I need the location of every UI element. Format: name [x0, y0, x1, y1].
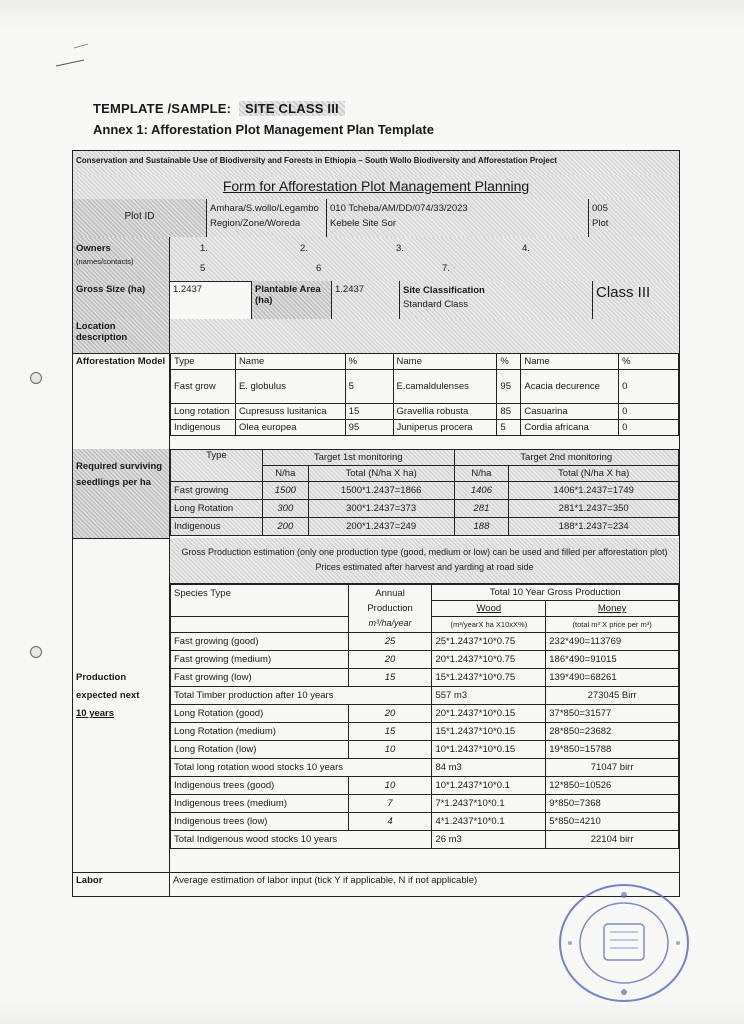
production-cell-species: Indigenous trees (medium) — [171, 795, 349, 813]
seedling-cell-type[interactable]: Fast growing — [171, 482, 263, 500]
total-production-header: Total 10 Year Gross Production — [432, 585, 679, 601]
seedling-row-3 — [171, 518, 679, 536]
model-header-name-3: Name — [521, 354, 619, 370]
model-cell-name-2[interactable]: Juniperus procera — [393, 420, 497, 436]
gross-size-value[interactable]: 1.2437 — [170, 281, 252, 319]
production-total-wood[interactable]: 84 m3 — [432, 759, 546, 777]
model-header-name-2: Name — [393, 354, 497, 370]
production-cell-money[interactable]: 186*490=91015 — [546, 651, 679, 669]
annual-production-header — [348, 585, 432, 633]
production-row — [171, 633, 679, 651]
model-header-row — [171, 354, 679, 370]
model-header-pct-1: % — [345, 354, 393, 370]
model-cell-type[interactable]: Long rotation — [171, 404, 236, 420]
production-row — [171, 813, 679, 831]
model-cell-pct-1[interactable]: 15 — [345, 404, 393, 420]
production-cell-wood[interactable]: 7*1.2437*10*0.1 — [432, 795, 546, 813]
production-cell-wood[interactable]: 4*1.2437*10*0.1 — [432, 813, 546, 831]
production-cell-species: Fast growing (medium) — [171, 651, 349, 669]
production-cell-wood[interactable]: 25*1.2437*10*0.75 — [432, 633, 546, 651]
production-label-line1: Production — [76, 672, 127, 683]
class-value[interactable]: Class III — [593, 281, 679, 319]
production-row — [171, 741, 679, 759]
model-label: Afforestation Model — [73, 353, 170, 449]
plantable-area-label: Plantable Area (ha) — [252, 281, 332, 319]
plantable-area-value[interactable]: 1.2437 — [332, 281, 400, 319]
model-cell-pct-2[interactable]: 95 — [497, 370, 521, 404]
production-total-money[interactable]: 22104 birr — [546, 831, 679, 849]
plot-id-row — [73, 199, 679, 238]
production-total-wood[interactable]: 557 m3 — [432, 687, 546, 705]
seedling-row-1 — [171, 482, 679, 500]
seedling-row-2 — [171, 500, 679, 518]
model-cell-name-3[interactable]: Acacia decurence — [521, 370, 619, 404]
model-row-1 — [171, 370, 679, 404]
production-cell-wood[interactable]: 15*1.2437*10*0.75 — [432, 669, 546, 687]
model-header-pct-2: % — [497, 354, 521, 370]
site-class-tag: SITE CLASS III — [239, 101, 345, 116]
model-cell-name-3[interactable]: Cordia africana — [521, 420, 619, 436]
model-cell-type[interactable]: Fast grow — [171, 370, 236, 404]
production-cell-annual[interactable]: 10 — [348, 777, 432, 795]
production-total-money[interactable]: 273045 Birr — [546, 687, 679, 705]
production-table — [170, 584, 679, 849]
production-cell-money[interactable]: 232*490=113769 — [546, 633, 679, 651]
region-cell[interactable] — [207, 199, 327, 237]
owner-slot-2: 2. — [300, 243, 308, 254]
seedling-cell-target2-total[interactable]: 1406*1.2437=1749 — [509, 482, 679, 500]
official-seal-stamp — [556, 880, 692, 1006]
seedling-cell-target1-total[interactable]: 1500*1.2437=1866 — [308, 482, 454, 500]
production-cell-annual[interactable]: 25 — [348, 633, 432, 651]
production-total-row — [171, 687, 679, 705]
production-cell-species: Long Rotation (good) — [171, 705, 349, 723]
production-cell-money[interactable]: 5*850=4210 — [546, 813, 679, 831]
production-header-row — [171, 585, 679, 601]
gross-size-label: Gross Size (ha) — [73, 281, 170, 319]
production-cell-wood[interactable]: 20*1.2437*10*0.15 — [432, 705, 546, 723]
form-title — [73, 175, 679, 199]
production-total-label: Total long rotation wood stocks 10 years — [171, 759, 432, 777]
model-table — [170, 353, 679, 436]
model-cell-name-1[interactable]: E. globulus — [235, 370, 345, 404]
target1-nha-header: N/ha — [262, 466, 308, 482]
production-cell-species: Long Rotation (medium) — [171, 723, 349, 741]
production-cell-annual[interactable]: 15 — [348, 669, 432, 687]
production-cell-species: Indigenous trees (low) — [171, 813, 349, 831]
production-label-line2: expected next — [76, 690, 140, 701]
annex-title: Annex 1: Afforestation Plot Management Plan Template — [93, 122, 434, 137]
production-note: Gross Production estimation (only one production type (good, medium or low) can be used and filled per afforestation plot) Prices estimated after harvest and yarding at road side — [170, 538, 679, 584]
money-header: Money — [546, 601, 679, 617]
model-row-3 — [171, 420, 679, 436]
labor-note[interactable]: Average estimation of labor input (tick Y if applicable, N if not applicable) — [173, 875, 478, 886]
production-cell-money[interactable]: 19*850=15788 — [546, 741, 679, 759]
model-cell-pct-3[interactable]: 0 — [619, 404, 679, 420]
production-cell-wood[interactable]: 15*1.2437*10*0.15 — [432, 723, 546, 741]
model-cell-pct-1[interactable]: 5 — [345, 370, 393, 404]
seedling-cell-target2-total[interactable]: 188*1.2437=234 — [509, 518, 679, 536]
model-header-name-1: Name — [235, 354, 345, 370]
target2-nha-header: N/ha — [454, 466, 509, 482]
production-cell-species: Fast growing (good) — [171, 633, 349, 651]
seedling-cell-target2-nha[interactable]: 281 — [454, 500, 509, 518]
production-cell-wood[interactable]: 20*1.2437*10*0.75 — [432, 651, 546, 669]
owner-slot-1: 1. — [200, 243, 208, 254]
production-row — [171, 723, 679, 741]
production-total-row — [171, 831, 679, 849]
production-cell-annual[interactable]: 20 — [348, 651, 432, 669]
plot-management-form — [72, 150, 680, 897]
pen-scribble-mark — [54, 42, 94, 72]
seedling-cell-target1-nha[interactable]: 300 — [262, 500, 308, 518]
plot-number: 005 — [592, 203, 608, 214]
model-cell-type[interactable]: Indigenous — [171, 420, 236, 436]
model-cell-pct-1[interactable]: 95 — [345, 420, 393, 436]
model-row-2 — [171, 404, 679, 420]
production-cell-money[interactable]: 28*850=23682 — [546, 723, 679, 741]
production-total-label: Total Indigenous wood stocks 10 years — [171, 831, 432, 849]
punch-hole-bottom — [30, 646, 42, 658]
form-title-row — [73, 175, 679, 200]
model-cell-pct-3[interactable]: 0 — [619, 420, 679, 436]
owners-label-cell — [73, 237, 170, 281]
production-row — [171, 651, 679, 669]
production-cell-wood[interactable]: 10*1.2437*10*0.15 — [432, 741, 546, 759]
production-cell-annual[interactable]: 4 — [348, 813, 432, 831]
production-total-wood[interactable]: 26 m3 — [432, 831, 546, 849]
labor-label: Labor — [73, 872, 170, 896]
location-value[interactable] — [170, 319, 679, 353]
owners-sublabel: (names/contacts) — [76, 257, 134, 266]
production-cell-annual[interactable]: 20 — [348, 705, 432, 723]
production-cell-wood[interactable]: 10*1.2437*10*0.1 — [432, 777, 546, 795]
project-banner: Conservation and Sustainable Use of Biodiversity and Forests in Ethiopia – South Wollo Biodiversity and Afforestation Project — [73, 151, 679, 175]
annual-production-label: Annual Production — [367, 588, 413, 614]
site-classification-label: Site Classification — [403, 285, 485, 296]
region-value: Amhara/S.wollo/Legambo — [210, 203, 319, 214]
seedling-cell-target1-total[interactable]: 300*1.2437=373 — [308, 500, 454, 518]
region-label: Region/Zone/Woreda — [210, 218, 301, 229]
owner-slot-7: 7. — [442, 263, 450, 274]
size-row — [73, 281, 679, 320]
production-total-money[interactable]: 71047 birr — [546, 759, 679, 777]
production-total-row — [171, 759, 679, 777]
production-cell-money[interactable]: 9*850=7368 — [546, 795, 679, 813]
wood-unit: (m³/yearX ha X10xX%) — [432, 617, 546, 633]
seedling-type-header: Type — [171, 450, 263, 482]
model-cell-name-1[interactable]: Cupresuss lusitanica — [235, 404, 345, 420]
annual-production-unit: m³/ha/year — [368, 618, 412, 628]
owner-slot-5: 5 — [200, 263, 206, 274]
standard-class-label: Standard Class — [403, 299, 468, 310]
production-row — [171, 795, 679, 813]
seedling-cell-target1-total[interactable]: 200*1.2437=249 — [308, 518, 454, 536]
target1-header: Target 1st monitoring — [262, 450, 454, 466]
production-cell-species: Long Rotation (low) — [171, 741, 349, 759]
seedling-cell-target2-nha[interactable]: 188 — [454, 518, 509, 536]
model-cell-pct-3[interactable]: 0 — [619, 370, 679, 404]
owner-slot-6: 6 — [316, 263, 322, 274]
plot-number-cell[interactable] — [589, 199, 679, 237]
project-banner-row — [73, 151, 679, 176]
model-header-pct-3: % — [619, 354, 679, 370]
production-row — [171, 705, 679, 723]
production-cell-annual[interactable]: 10 — [348, 741, 432, 759]
production-cell-money[interactable]: 139*490=68261 — [546, 669, 679, 687]
production-cell-money[interactable]: 37*850=31577 — [546, 705, 679, 723]
model-cell-name-3[interactable]: Casuarina — [521, 404, 619, 420]
form-title-text: Form for Afforestation Plot Management Planning — [222, 178, 530, 194]
site-classification-cell — [400, 281, 593, 319]
production-cell-species: Indigenous trees (good) — [171, 777, 349, 795]
seedling-cell-type[interactable]: Long Rotation — [171, 500, 263, 518]
production-label — [73, 538, 170, 872]
seedling-header-row — [171, 450, 679, 466]
seedlings-label: Required surviving seedlings per ha — [73, 449, 170, 538]
owners-row — [73, 237, 679, 282]
model-header-type: Type — [171, 354, 236, 370]
location-label: Location description — [73, 319, 170, 353]
production-label-line3: 10 years — [76, 708, 115, 719]
production-total-label: Total Timber production after 10 years — [171, 687, 432, 705]
model-cell-name-1[interactable]: Olea europea — [235, 420, 345, 436]
owner-slot-3: 3. — [396, 243, 404, 254]
model-cell-pct-2[interactable]: 85 — [497, 404, 521, 420]
production-cell-annual[interactable]: 7 — [348, 795, 432, 813]
production-cell-money[interactable]: 12*850=10526 — [546, 777, 679, 795]
money-unit: (total m³ X price per m³) — [546, 617, 679, 633]
seedling-cell-target1-nha[interactable]: 1500 — [262, 482, 308, 500]
target2-header: Target 2nd monitoring — [454, 450, 679, 466]
owners-label: Owners — [76, 243, 111, 254]
model-cell-pct-2[interactable]: 5 — [497, 420, 521, 436]
kebele-value: 010 Tcheba/AM/DD/074/33/2023 — [330, 203, 468, 214]
seedling-table — [170, 449, 679, 536]
model-cell-name-2[interactable]: E.camaldulenses — [393, 370, 497, 404]
seedling-cell-target2-total[interactable]: 281*1.2437=350 — [509, 500, 679, 518]
seedling-cell-target2-nha[interactable]: 1406 — [454, 482, 509, 500]
owner-slot-4: 4. — [522, 243, 530, 254]
template-title — [93, 101, 345, 116]
punch-hole-top — [30, 372, 42, 384]
location-row — [73, 319, 679, 354]
model-cell-name-2[interactable]: Gravellia robusta — [393, 404, 497, 420]
species-blank — [171, 617, 349, 633]
template-title-prefix: TEMPLATE /SAMPLE: — [93, 101, 232, 116]
owners-entries[interactable] — [170, 237, 679, 281]
plot-number-label: Plot — [592, 218, 609, 229]
target1-total-header: Total (N/ha X ha) — [308, 466, 454, 482]
wood-header: Wood — [432, 601, 546, 617]
production-row — [171, 777, 679, 795]
seedling-cell-type[interactable]: Indigenous — [171, 518, 263, 536]
kebele-label: Kebele Site Sor — [330, 218, 397, 229]
kebele-cell[interactable] — [327, 199, 589, 237]
target2-total-header: Total (N/ha X ha) — [509, 466, 679, 482]
production-row — [171, 669, 679, 687]
production-cell-species: Fast growing (low) — [171, 669, 349, 687]
plot-id-label: Plot ID — [73, 199, 207, 237]
seedling-cell-target1-nha[interactable]: 200 — [262, 518, 308, 536]
production-cell-annual[interactable]: 15 — [348, 723, 432, 741]
species-type-header: Species Type — [171, 585, 349, 617]
